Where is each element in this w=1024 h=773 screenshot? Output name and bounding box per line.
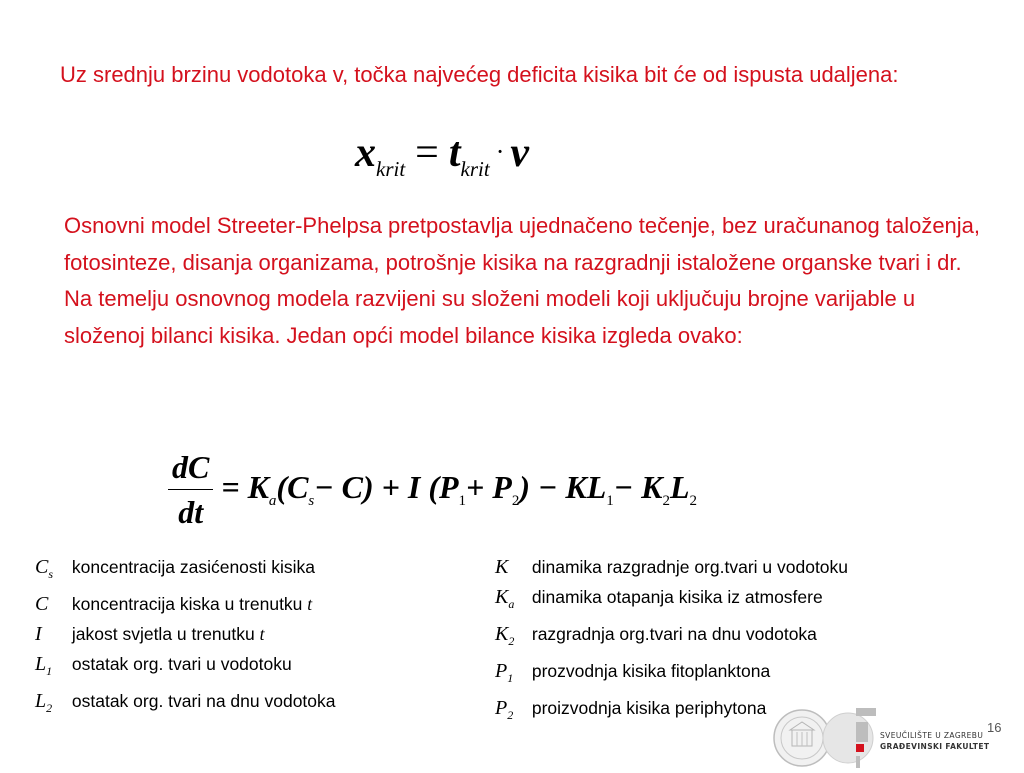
legend-text: razgradnja org.tvari na dnu vodotoka (531, 624, 817, 644)
derivative-fraction (168, 448, 213, 531)
formula1-x-sub: krit (376, 157, 406, 181)
institution-line1: SVEUČILIŠTE U ZAGREBU (880, 731, 984, 740)
legend-symbol: C (35, 593, 49, 615)
legend-text: prozvodnja kisika fitoplanktona (531, 661, 771, 681)
term-p2: + P (466, 469, 512, 505)
formula1-dot: · (495, 137, 505, 166)
legend-var: t (259, 624, 265, 644)
legend-item (35, 686, 336, 723)
term-k2: − K (613, 469, 663, 505)
legend-item (495, 582, 848, 619)
legend-left (35, 552, 336, 723)
formula1-t: t (448, 130, 461, 176)
page-number: 16 (987, 720, 1002, 735)
fraction-denominator: dt (178, 494, 204, 530)
legend-item (35, 619, 336, 649)
sub-2b: 2 (662, 493, 670, 509)
legend-symbol: $C_s$ (35, 556, 54, 581)
legend-text: jakost svjetla u trenutku (71, 624, 255, 644)
legend-text: koncentracija zasićenosti kisika (71, 557, 316, 577)
legend-symbol: $L_1$ (35, 653, 53, 678)
legend-symbol: $P_2$ (495, 697, 514, 722)
formula2-rhs (221, 469, 697, 510)
legend-item (495, 552, 848, 582)
fraction-numerator: dC (172, 449, 210, 485)
intro-text: Uz srednju brzinu vodotoka v, točka najvećeg deficita kisika bit će od ispusta udaljena: (60, 62, 899, 87)
term-ip1: ) + I (P (363, 469, 459, 505)
institution-name (880, 730, 989, 752)
legend-text: dinamika otapanja kisika iz atmosfere (531, 587, 823, 607)
legend-text: proizvodnja kisika periphytona (531, 698, 767, 718)
term-minus-c: − C (314, 469, 363, 505)
legend-symbol: $K_2$ (495, 623, 515, 648)
university-seal-icon (774, 710, 830, 766)
formula1-x: x (355, 130, 376, 176)
sub-s: s (308, 493, 315, 509)
sub-2: 2 (511, 493, 520, 509)
sub-a: a (268, 493, 277, 509)
legend-symbol: K (495, 556, 509, 578)
term-l2: L (670, 469, 690, 505)
legend-symbol: I (35, 623, 42, 645)
sub-1: 1 (458, 493, 467, 509)
term-kl1: ) − KL (519, 469, 607, 505)
legend-item (495, 619, 848, 656)
legend-text: ostatak org. tvari u vodotoku (71, 654, 292, 674)
faculty-logo-icon (823, 708, 876, 768)
legend-symbol: $P_1$ (495, 660, 514, 685)
legend-symbol: $K_a$ (495, 586, 515, 611)
body-text (64, 208, 984, 354)
sub-2c: 2 (689, 493, 698, 509)
fraction-bar (168, 489, 213, 490)
legend-text: ostatak org. tvari na dnu vodotoka (71, 691, 336, 711)
critical-distance-formula (355, 128, 529, 194)
institution-line2: GRAĐEVINSKI FAKULTET (880, 742, 990, 751)
legend-text: koncentracija kiska u trenutku (71, 594, 303, 614)
legend-item (35, 552, 336, 589)
term-ka: = K (221, 469, 269, 505)
paragraph-complex-models: Na temelju osnovnog modela razvijeni su složeni modeli koji uključuju brojne varijable u složenoj bilanci kisika. Jedan opći model bilance kisika izgleda ovako: (64, 286, 916, 348)
legend-symbol: $L_2$ (35, 690, 53, 715)
legend-var: t (307, 594, 313, 614)
legend-item (35, 589, 336, 619)
legend-item (495, 656, 848, 693)
term-cs: (C (276, 469, 309, 505)
formula1-v: v (510, 130, 530, 176)
paragraph-streeter-phelps: Osnovni model Streeter-Phelpsa pretpostavlja ujednačeno tečenje, bez uračunanog taloženja, fotosinteze, disanja organizama, potrošnje kisika na razgradnji istaložene organske tvari i dr. (64, 213, 981, 275)
formula1-t-sub: krit (460, 157, 490, 181)
oxygen-balance-formula (168, 448, 697, 538)
legend-item (35, 649, 336, 686)
legend-text: dinamika razgradnje org.tvari u vodotoku (531, 557, 849, 577)
sub-1b: 1 (606, 493, 614, 509)
formula1-equals: = (415, 130, 439, 176)
